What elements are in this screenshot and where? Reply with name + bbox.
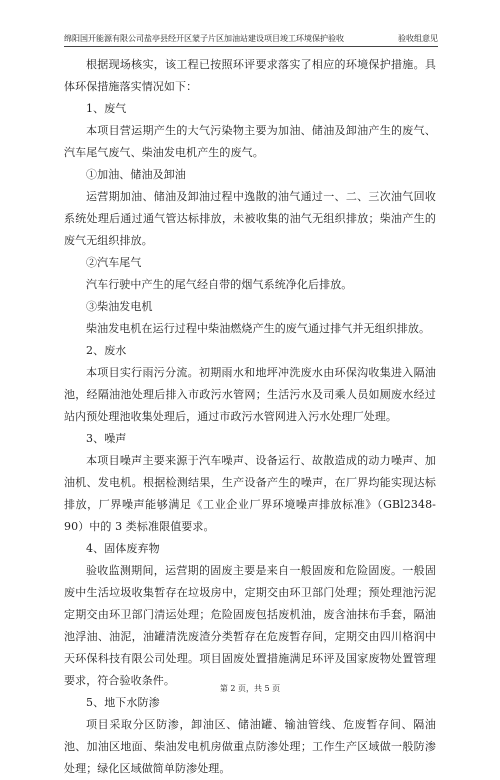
paragraph-groundwater: 项目采取分区防渗，卸油区、储油罐、输油管线、危废暂存间、隔油池、加油区地面、柴油发电机房做重点防渗处理；工作生产区域做一般防渗处理；绿化区域做简单防渗处理。 — [64, 718, 436, 775]
paragraph-vehicle: 汽车行驶中产生的尾气经自带的烟气系统净化后排放。 — [86, 278, 353, 291]
section-heading-exhaust: 1、废气 — [86, 102, 127, 115]
section-heading-groundwater: 5、地下水防渗 — [86, 696, 160, 709]
subheading-generator: ③柴油发电机 — [86, 300, 153, 313]
paragraph-noise: 本项目噪声主要来源于汽车噪声、设备运行、故散造成的动力噪声、加油机、发电机。根据检测结果，生产设备产生的噪声，在厂界均能实现达标排放，厂界噪声能够满足《工业企业厂界环境噪声排放标准》（GBl2348-90）中的 3 类标准限值要求。 — [64, 454, 436, 533]
section-heading-solid-waste: 4、固体废弃物 — [86, 542, 160, 555]
paragraph-refuel: 运营期加油、储油及卸油过程中逸散的油气通过一、二、三次油气回收系统处理后通过通气管达标排放，未被收集的油气无组织排放；柴油产生的废气无组织排放。 — [64, 190, 436, 247]
section-heading-noise: 3、噪声 — [86, 432, 127, 445]
page-footer: 第 2 页，共 5 页 — [219, 684, 281, 693]
header-title: 绵阳国开能源有限公司盐亭县经开区蒙子片区加油站建设项目竣工环境保护验收 — [64, 34, 344, 43]
paragraph-exhaust-summary: 本项目营运期产生的大气污染物主要为加油、储油及卸油产生的废气、汽车尾气废气、柴油发电机产生的废气。 — [64, 124, 436, 159]
page-header — [64, 32, 438, 47]
paragraph-solid-waste: 验收监测期间，运营期的固废主要是来自一般固废和危险固废。一般固废中生活垃圾收集暂存在垃圾房中，定期交由环卫部门处理；预处理池污泥定期交由环卫部门清运处理；危险固废包括废机油，废含油抹布手套，隔油池浮油、油泥，油罐清洗废渣分类暂存在危废暂存间，定期交由四川格润中天环保科技有限公司处理。项目固废处置措施满足环评及国家废物处置管理要求，符合验收条件。 — [64, 564, 436, 687]
section-heading-wastewater: 2、废水 — [86, 344, 127, 357]
paragraph-wastewater: 本项目实行雨污分流。初期雨水和地坪冲洗废水由环保沟收集进入隔油池，经隔油池处理后排入市政污水管网；生活污水及司乘人员如厕废水经过站内预处理池收集处理后，通过市政污水管网进入污水处理厂处理。 — [64, 366, 436, 423]
intro-paragraph: 根据现场核实，该工程已按照环评要求落实了相应的环境保护措施。具体环保措施落实情况如下： — [64, 58, 436, 93]
subheading-vehicle: ②汽车尾气 — [86, 256, 142, 269]
paragraph-generator: 柴油发电机在运行过程中柴油燃烧产生的废气通过排气并无组织排放。 — [86, 322, 431, 335]
header-section: 验收组意见 — [398, 34, 438, 43]
subheading-refuel: ①加油、储油及卸油 — [86, 168, 186, 181]
document-body — [64, 54, 436, 780]
